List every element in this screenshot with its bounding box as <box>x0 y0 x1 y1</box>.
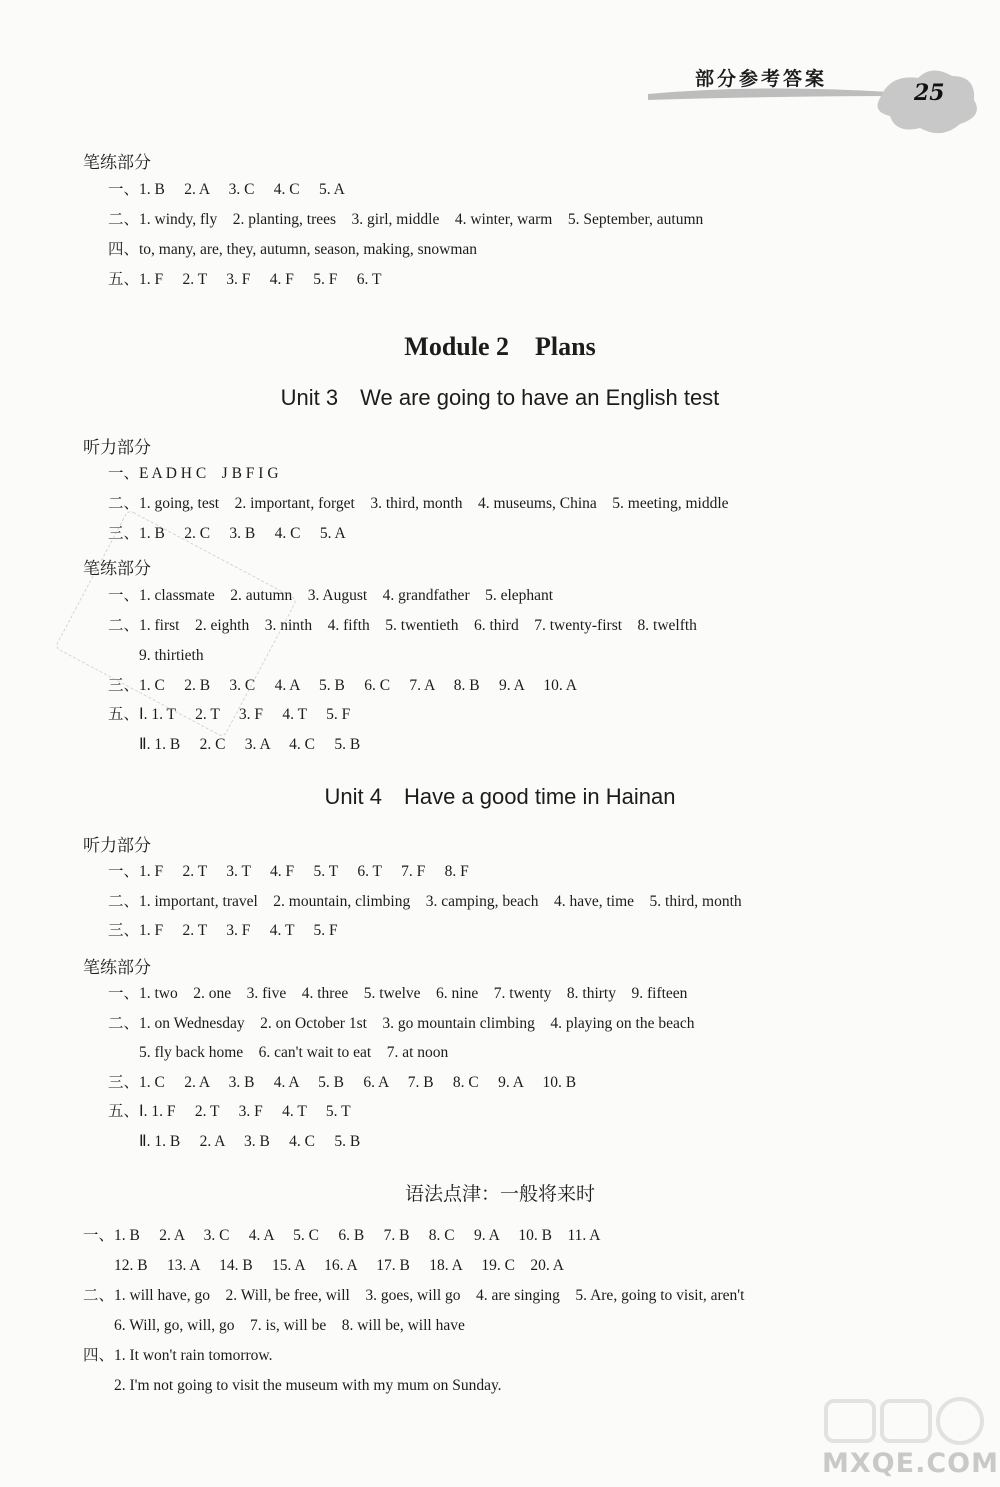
answer-line: 二、1. going, test 2. important, forget 3. third, month 4. museums, China 5. meeting, middle <box>108 495 729 512</box>
answer-line: 五、Ⅰ. 1. T 2. T 3. F 4. T 5. F <box>108 706 351 723</box>
answer-line: 12. B 13. A 14. B 15. A 16. A 17. B 18. A 19. C 20. A <box>83 1257 565 1274</box>
grammar-title: 语法点津：一般将来时 <box>404 1183 595 1205</box>
unit-title: Unit 3 We are going to have an English test <box>280 385 720 410</box>
answer-line: 五、Ⅰ. 1. F 2. T 3. F 4. T 5. T <box>108 1103 351 1120</box>
answer-line: 三、1. F 2. T 3. F 4. T 5. F <box>108 922 338 939</box>
section-label-writing: 笔练部分 <box>83 153 151 173</box>
answer-line: 三、1. B 2. C 3. B 4. C 5. A <box>108 525 346 542</box>
header-title: 部分参考答案 <box>695 68 828 90</box>
answer-line: 二、1. first 2. eighth 3. ninth 4. fifth 5. twentieth 6. third 7. twenty-first 8. twelfth <box>108 617 697 634</box>
answer-line: 一、1. B 2. A 3. C 4. A 5. C 6. B 7. B 8. C 9. A 10. B 11. A <box>83 1227 601 1244</box>
answer-line: 二、1. important, travel 2. mountain, climbing 3. camping, beach 4. have, time 5. third, month <box>108 893 742 910</box>
answer-line: 三、1. C 2. B 3. C 4. A 5. B 6. C 7. A 8. B 9. A 10. A <box>108 677 577 694</box>
answer-line: 四、to, many, are, they, autumn, season, making, snowman <box>108 241 478 258</box>
unit-title: Unit 4 Have a good time in Hainan <box>324 784 676 809</box>
page-number: 25 <box>914 80 945 106</box>
section-label-listening: 听力部分 <box>83 836 151 856</box>
answer-line: 9. thirtieth <box>108 647 204 664</box>
answer-line: Ⅱ. 1. B 2. C 3. A 4. C 5. B <box>108 736 361 753</box>
answer-line: 一、1. B 2. A 3. C 4. C 5. A <box>108 181 345 198</box>
answer-line: 二、1. on Wednesday 2. on October 1st 3. go mountain climbing 4. playing on the beach <box>108 1015 695 1032</box>
section-label-listening: 听力部分 <box>83 438 151 458</box>
answer-line: Ⅱ. 1. B 2. A 3. B 4. C 5. B <box>108 1133 361 1150</box>
answer-line: 2. I'm not going to visit the museum with my mum on Sunday. <box>83 1377 502 1394</box>
section-label-writing: 笔练部分 <box>83 559 151 579</box>
answer-line: 一、E A D H C J B F I G <box>108 465 279 482</box>
answer-line: 6. Will, go, will, go 7. is, will be 8. will be, will have <box>83 1317 465 1334</box>
answer-line: 二、1. windy, fly 2. planting, trees 3. girl, middle 4. winter, warm 5. September, autumn <box>108 211 704 228</box>
answer-line: 三、1. C 2. A 3. B 4. A 5. B 6. A 7. B 8. C 9. A 10. B <box>108 1074 577 1091</box>
answer-line: 5. fly back home 6. can't wait to eat 7. at noon <box>108 1044 449 1061</box>
module-title: Module 2 Plans <box>404 332 596 361</box>
answer-line: 一、1. two 2. one 3. five 4. three 5. twelve 6. nine 7. twenty 8. thirty 9. fifteen <box>108 985 688 1002</box>
watermark-text: MXQE.COM <box>822 1448 999 1479</box>
answer-line: 一、1. F 2. T 3. T 4. F 5. T 6. T 7. F 8. F <box>108 863 469 880</box>
answer-line: 一、1. classmate 2. autumn 3. August 4. grandfather 5. elephant <box>108 587 554 604</box>
answer-line: 四、1. It won't rain tomorrow. <box>83 1347 273 1364</box>
answer-line: 五、1. F 2. T 3. F 4. F 5. F 6. T <box>108 271 382 288</box>
answer-line: 二、1. will have, go 2. Will, be free, will 3. goes, will go 4. are singing 5. Are, going to visit, aren't <box>83 1287 745 1304</box>
section-label-writing: 笔练部分 <box>83 958 151 978</box>
